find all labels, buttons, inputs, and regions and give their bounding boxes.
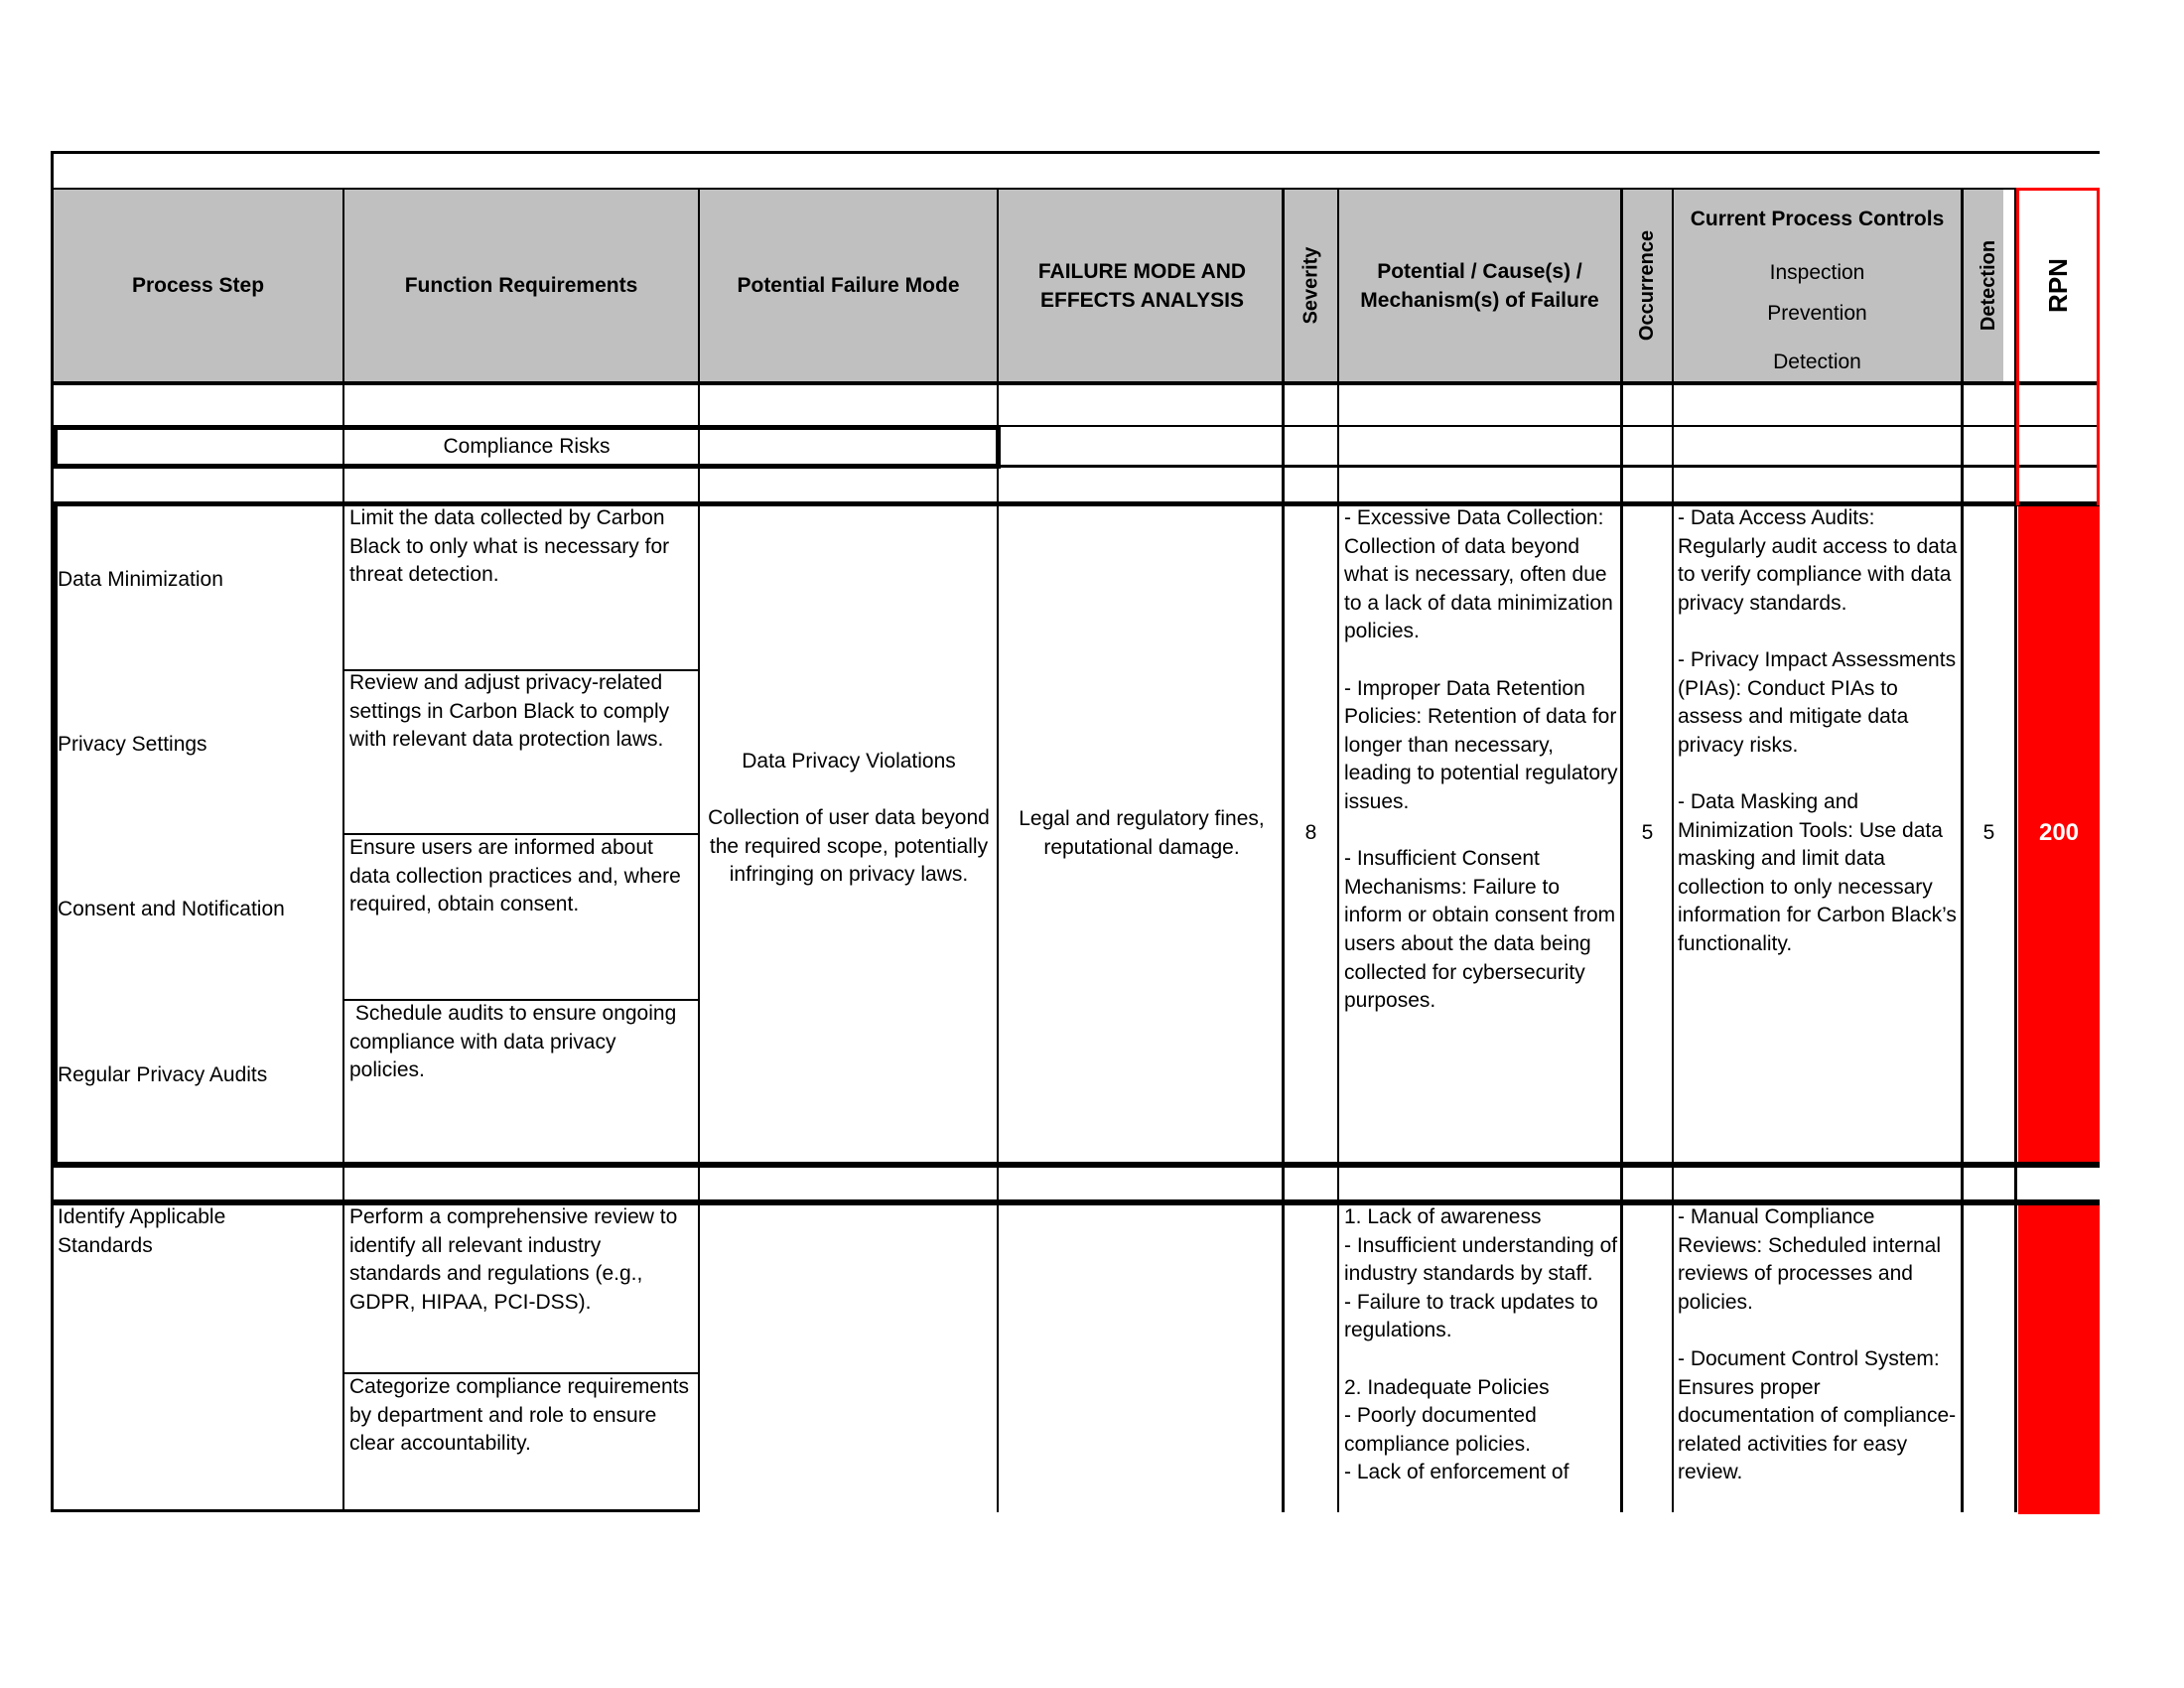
header-function-requirements: Function Requirements — [404, 274, 638, 297]
header-detection: Detection — [1978, 239, 1999, 332]
controls-title: Current Process Controls — [1690, 208, 1945, 230]
requirement-identify-2: Categorize compliance requirements by department and role to ensure clear accountability. — [349, 1375, 689, 1456]
failure-effects: Legal and regulatory fines, reputational damage. — [1019, 807, 1265, 859]
requirement-4: Schedule audits to ensure ongoing compliance with data privacy policies. — [349, 1002, 683, 1082]
severity-value: 8 — [1304, 821, 1317, 844]
rpn-cell-block2 — [2018, 1205, 2100, 1514]
process-step-consent-notification: Consent and Notification — [58, 898, 285, 920]
process-step-privacy-settings: Privacy Settings — [58, 733, 207, 756]
header-process-step: Process Step — [131, 274, 265, 297]
occurrence-value: 5 — [1641, 821, 1654, 844]
requirement-identify-1: Perform a comprehensive review to identify all relevant industry standards and regulations (e.g., GDPR, HIPAA, PCI-DSS). — [349, 1205, 678, 1314]
rpn-value: 200 — [2038, 819, 2080, 846]
process-step-data-minimization: Data Minimization — [58, 568, 223, 591]
requirement-1: Limit the data collected by Carbon Black to only what is necessary for threat detection. — [349, 506, 670, 587]
header-fmea: FAILURE MODE AND EFFECTS ANALYSIS — [1037, 259, 1247, 312]
potential-failure-mode: Data Privacy Violations Collection of user data beyond the required scope, potentially infringing on privacy laws. — [708, 750, 990, 887]
controls-prevention: Prevention — [1767, 302, 1867, 325]
detection-value: 5 — [1982, 821, 1995, 844]
header-cause: Potential / Cause(s) / Mechanism(s) of Failure — [1360, 259, 1599, 312]
requirement-2: Review and adjust privacy-related settings in Carbon Black to comply with relevant data protection laws. — [349, 671, 670, 752]
requirement-3: Ensure users are informed about data collection practices and, where required, obtain consent. — [349, 836, 681, 916]
current-controls: - Data Access Audits: Regularly audit access to data to verify compliance with data privacy standards. - Privacy Impact Assessments (PIAs): Conduct PIAs to assess and mitigate data privacy risks. - Data Masking and Minimization Tools: Use data masking and limit data collection to only necessary information for Carbon Black’s functionality. — [1678, 506, 1958, 955]
current-controls-2: - Manual Compliance Reviews: Scheduled internal reviews of processes and policies. - Document Control System: Ensures proper documentation of compliance-related activities for easy review. — [1678, 1205, 1957, 1484]
process-step-identify-standards: Identify Applicable Standards — [58, 1205, 226, 1257]
controls-detection: Detection — [1773, 351, 1861, 373]
header-severity: Severity — [1299, 246, 1321, 325]
process-step-regular-privacy-audits: Regular Privacy Audits — [58, 1063, 268, 1086]
controls-inspection: Inspection — [1769, 261, 1865, 284]
header-potential-failure-mode: Potential Failure Mode — [737, 274, 960, 297]
potential-causes-2: 1. Lack of awareness - Insufficient understanding of industry standards by staff. - Failure to track updates to regulations. 2. Inadequate Policies - Poorly documented compliance policies. - Lack of enforcement of — [1344, 1205, 1618, 1484]
header-occurrence: Occurrence — [1636, 229, 1659, 342]
section-title: Compliance Risks — [443, 435, 611, 458]
header-current-process-controls — [1674, 190, 1961, 381]
potential-causes: - Excessive Data Collection: Collection of data beyond what is necessary, often due to a lack of data minimization policies. - Improper Data Retention Policies: Retention of data for longer than necessary, leading to potential regulatory issues. - Insufficient Consent Mechanisms: Failure to inform or obtain consent from users about the data being collected for cybersecurity purposes. — [1344, 506, 1618, 1013]
header-rpn: RPN — [2043, 258, 2073, 313]
